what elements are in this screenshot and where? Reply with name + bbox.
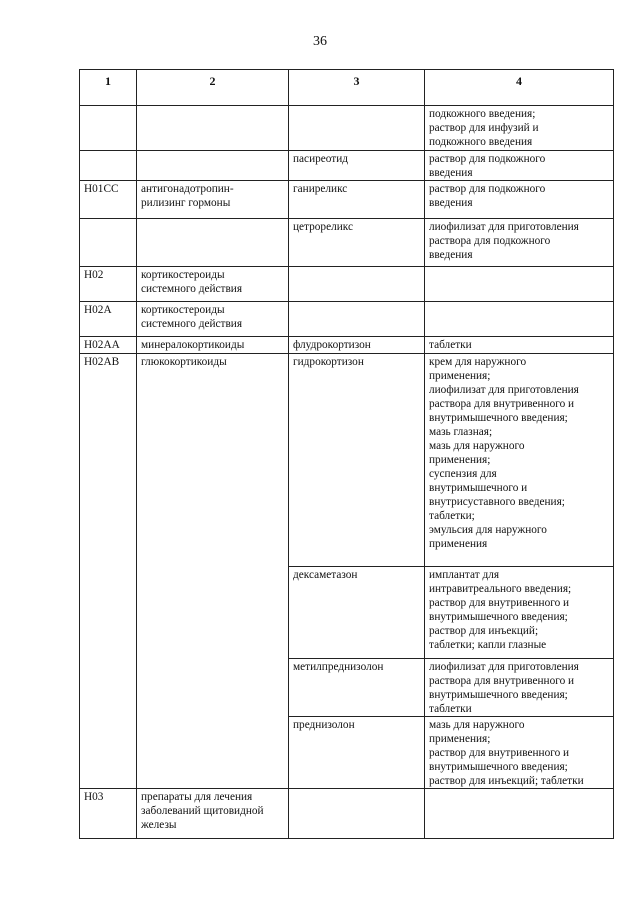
group-name-cell	[137, 267, 289, 302]
drug-name-cell	[289, 717, 425, 789]
table-row	[80, 151, 614, 181]
dosage-form-cell-line: введения	[429, 249, 473, 261]
table-header-row	[80, 70, 614, 106]
drug-name-cell-line: цетрореликс	[293, 221, 353, 233]
dosage-form-cell-line: имплантат для	[429, 569, 500, 581]
atc-code-cell	[80, 106, 137, 151]
dosage-form-cell-line: внутрисуставного введения;	[429, 496, 565, 508]
atc-code-cell	[80, 219, 137, 267]
dosage-form-cell	[425, 181, 614, 219]
group-name-cell-line: глюкокортикоиды	[141, 356, 227, 368]
table-row	[80, 219, 614, 267]
dosage-form-cell	[425, 717, 614, 789]
atc-code-cell	[80, 151, 137, 181]
atc-code-cell	[80, 354, 137, 789]
dosage-form-cell-line: внутримышечного и	[429, 482, 528, 494]
group-name-cell-line: железы	[141, 819, 177, 831]
table-row	[80, 789, 614, 839]
dosage-form-cell	[425, 151, 614, 181]
dosage-form-cell-line: мазь для наружного	[429, 719, 525, 731]
drug-name-cell-line: флудрокортизон	[293, 339, 371, 351]
drug-name-cell-line: гидрокортизон	[293, 356, 364, 368]
drug-name-cell	[289, 789, 425, 839]
dosage-form-cell-line: внутримышечного введения;	[429, 412, 568, 424]
dosage-form-cell-line: раствор для инъекций;	[429, 625, 539, 637]
table-row	[80, 354, 614, 567]
dosage-form-cell-line: раствор для внутривенного и	[429, 747, 570, 759]
dosage-form-cell-line: эмульсия для наружного	[429, 524, 547, 536]
table-row	[80, 106, 614, 151]
drug-name-cell-line: метилпреднизолон	[293, 661, 384, 673]
dosage-form-cell-line: внутримышечного введения;	[429, 611, 568, 623]
dosage-form-cell-line: раствор для инъекций; таблетки	[429, 775, 584, 787]
atc-code-cell-line: H02A	[84, 304, 112, 316]
table-row	[80, 181, 614, 219]
dosage-form-cell-line: крем для наружного	[429, 356, 527, 368]
dosage-form-cell-line: применения	[429, 538, 488, 550]
drug-name-cell-line: дексаметазон	[293, 569, 358, 581]
drug-name-cell	[289, 267, 425, 302]
drug-name-cell	[289, 354, 425, 567]
group-name-cell-line: рилизинг гормоны	[141, 197, 231, 209]
drug-name-cell	[289, 659, 425, 717]
table-row	[80, 337, 614, 354]
group-name-cell-line: препараты для лечения	[141, 791, 253, 803]
group-name-cell-line: заболеваний щитовидной	[141, 805, 264, 817]
dosage-form-cell-line: подкожного введения;	[429, 108, 536, 120]
group-name-cell	[137, 219, 289, 267]
group-name-cell-line: минералокортикоиды	[141, 339, 245, 351]
dosage-form-cell	[425, 354, 614, 567]
dosage-form-cell-line: лиофилизат для приготовления	[429, 384, 579, 396]
atc-code-cell-line: H03	[84, 791, 104, 803]
group-name-cell	[137, 106, 289, 151]
dosage-form-cell-line: введения	[429, 167, 473, 179]
atc-code-cell	[80, 181, 137, 219]
dosage-form-cell	[425, 659, 614, 717]
group-name-cell-line: кортикостероиды	[141, 304, 225, 316]
group-name-cell-line: системного действия	[141, 318, 243, 330]
dosage-form-cell-line: внутримышечного введения;	[429, 689, 568, 701]
drug-name-cell-line: пасиреотид	[293, 153, 349, 165]
drug-name-cell-line: преднизолон	[293, 719, 355, 731]
dosage-form-cell-line: таблетки; капли глазные	[429, 639, 547, 651]
dosage-form-cell-line: раствора для внутривенного и	[429, 675, 575, 687]
drug-name-cell	[289, 181, 425, 219]
dosage-form-cell-line: таблетки;	[429, 510, 475, 522]
dosage-form-cell	[425, 267, 614, 302]
dosage-form-cell-line: раствор для подкожного	[429, 153, 546, 165]
dosage-form-cell-line: раствора для внутривенного и	[429, 398, 575, 410]
dosage-form-cell-line: подкожного введения	[429, 136, 533, 148]
group-name-cell	[137, 337, 289, 354]
group-name-cell	[137, 789, 289, 839]
dosage-form-cell-line: таблетки	[429, 703, 472, 715]
dosage-form-cell-line: раствора для подкожного	[429, 235, 551, 247]
drug-name-cell	[289, 151, 425, 181]
drug-list-table	[79, 69, 614, 839]
dosage-form-cell-line: мазь глазная;	[429, 426, 493, 438]
dosage-form-cell-line: применения;	[429, 733, 491, 745]
dosage-form-cell-line: раствор для подкожного	[429, 183, 546, 195]
column-header-3: 3	[289, 70, 425, 106]
atc-code-cell	[80, 789, 137, 839]
drug-name-cell	[289, 302, 425, 337]
dosage-form-cell	[425, 106, 614, 151]
group-name-cell	[137, 302, 289, 337]
group-name-cell	[137, 181, 289, 219]
group-name-cell	[137, 354, 289, 789]
atc-code-cell	[80, 267, 137, 302]
dosage-form-cell-line: введения	[429, 197, 473, 209]
dosage-form-cell	[425, 302, 614, 337]
atc-code-cell	[80, 302, 137, 337]
page-number: 36	[313, 34, 327, 49]
dosage-form-cell-line: применения;	[429, 454, 491, 466]
dosage-form-cell	[425, 219, 614, 267]
table-row	[80, 302, 614, 337]
drug-name-cell	[289, 219, 425, 267]
dosage-form-cell	[425, 789, 614, 839]
dosage-form-cell-line: лиофилизат для приготовления	[429, 221, 579, 233]
column-header-1: 1	[80, 70, 137, 106]
dosage-form-cell	[425, 567, 614, 659]
atc-code-cell	[80, 337, 137, 354]
drug-name-cell-line: ганиреликс	[293, 183, 348, 195]
drug-name-cell	[289, 106, 425, 151]
dosage-form-cell	[425, 337, 614, 354]
dosage-form-cell-line: лиофилизат для приготовления	[429, 661, 579, 673]
atc-code-cell-line: H01CC	[84, 183, 119, 195]
table-row	[80, 267, 614, 302]
dosage-form-cell-line: мазь для наружного	[429, 440, 525, 452]
dosage-form-cell-line: раствор для внутривенного и	[429, 597, 570, 609]
column-header-2: 2	[137, 70, 289, 106]
atc-code-cell-line: H02AA	[84, 339, 120, 351]
group-name-cell-line: системного действия	[141, 283, 243, 295]
group-name-cell-line: антигонадотропин-	[141, 183, 234, 195]
atc-code-cell-line: H02AB	[84, 356, 120, 368]
dosage-form-cell-line: применения;	[429, 370, 491, 382]
drug-name-cell	[289, 337, 425, 354]
dosage-form-cell-line: интравитреального введения;	[429, 583, 572, 595]
dosage-form-cell-line: внутримышечного введения;	[429, 761, 568, 773]
atc-code-cell-line: H02	[84, 269, 104, 281]
dosage-form-cell-line: раствор для инфузий и	[429, 122, 539, 134]
group-name-cell-line: кортикостероиды	[141, 269, 225, 281]
dosage-form-cell-line: таблетки	[429, 339, 472, 351]
column-header-4: 4	[425, 70, 614, 106]
group-name-cell	[137, 151, 289, 181]
dosage-form-cell-line: суспензия для	[429, 468, 497, 480]
drug-name-cell	[289, 567, 425, 659]
